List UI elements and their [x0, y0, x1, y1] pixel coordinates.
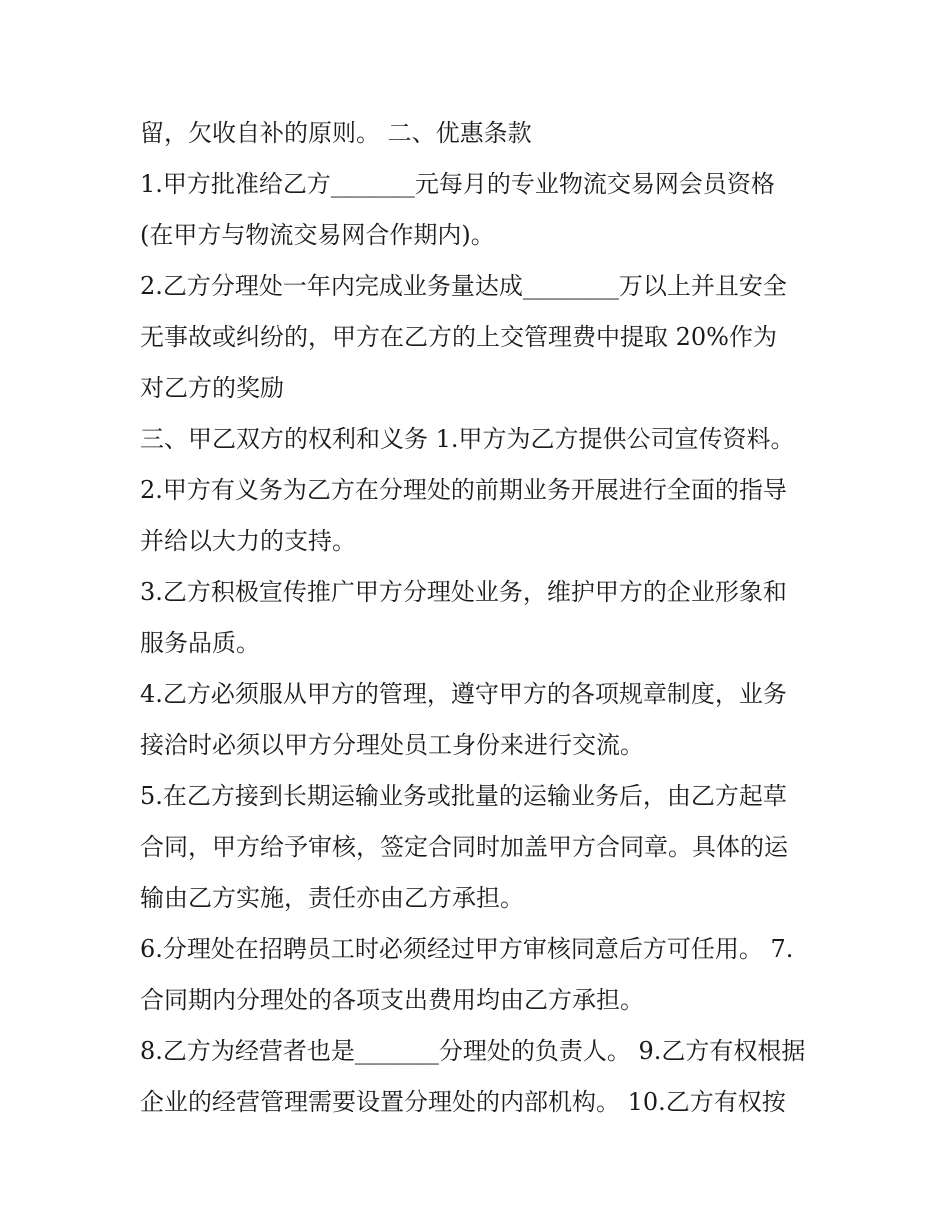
text-line: 合同期内分理处的各项支出费用均由乙方承担。 [140, 986, 644, 1014]
text-line: 输由乙方实施，责任亦由乙方承担。 [140, 884, 524, 912]
text-line: 合同，甲方给予审核，签定合同时加盖甲方合同章。具体的运 [140, 833, 788, 861]
text-line: 无事故或纠纷的，甲方在乙方的上交管理费中提取 20%作为 [140, 323, 777, 351]
text-line: 对乙方的奖励 [140, 374, 284, 402]
text-line: 5.在乙方接到长期运输业务或批量的运输业务后，由乙方起草 [140, 782, 787, 810]
text-line: 服务品质。 [140, 629, 260, 657]
text-line: 4.乙方必须服从甲方的管理，遵守甲方的各项规章制度，业务 [140, 680, 787, 708]
text-line: 2.甲方有义务为乙方在分理处的前期业务开展进行全面的指导 [140, 476, 787, 504]
text-line: 企业的经营管理需要设置分理处的内部机构。 10.乙方有权按 [140, 1088, 786, 1116]
text-line: 3.乙方积极宣传推广甲方分理处业务，维护甲方的企业形象和 [140, 578, 787, 606]
text-line: 留，欠收自补的原则。 二、优惠条款 [140, 119, 532, 147]
text-line: (在甲方与物流交易网合作期内)。 [140, 221, 495, 249]
text-line: 三、甲乙双方的权利和义务 1.甲方为乙方提供公司宣传资料。 [140, 425, 795, 453]
text-line: 接洽时必须以甲方分理处员工身份来进行交流。 [140, 731, 644, 759]
text-line: 6.分理处在招聘员工时必须经过甲方审核同意后方可任用。 7. [140, 935, 794, 963]
text-line: 并给以大力的支持。 [140, 527, 356, 555]
text-line: 1.甲方批准给乙方_______元每月的专业物流交易网会员资格 [140, 170, 775, 198]
document-body [140, 108, 830, 1128]
text-line: 2.乙方分理处一年内完成业务量达成________万以上并且安全 [140, 272, 787, 300]
text-line: 8.乙方为经营者也是_______分理处的负责人。 9.乙方有权根据 [140, 1037, 806, 1065]
